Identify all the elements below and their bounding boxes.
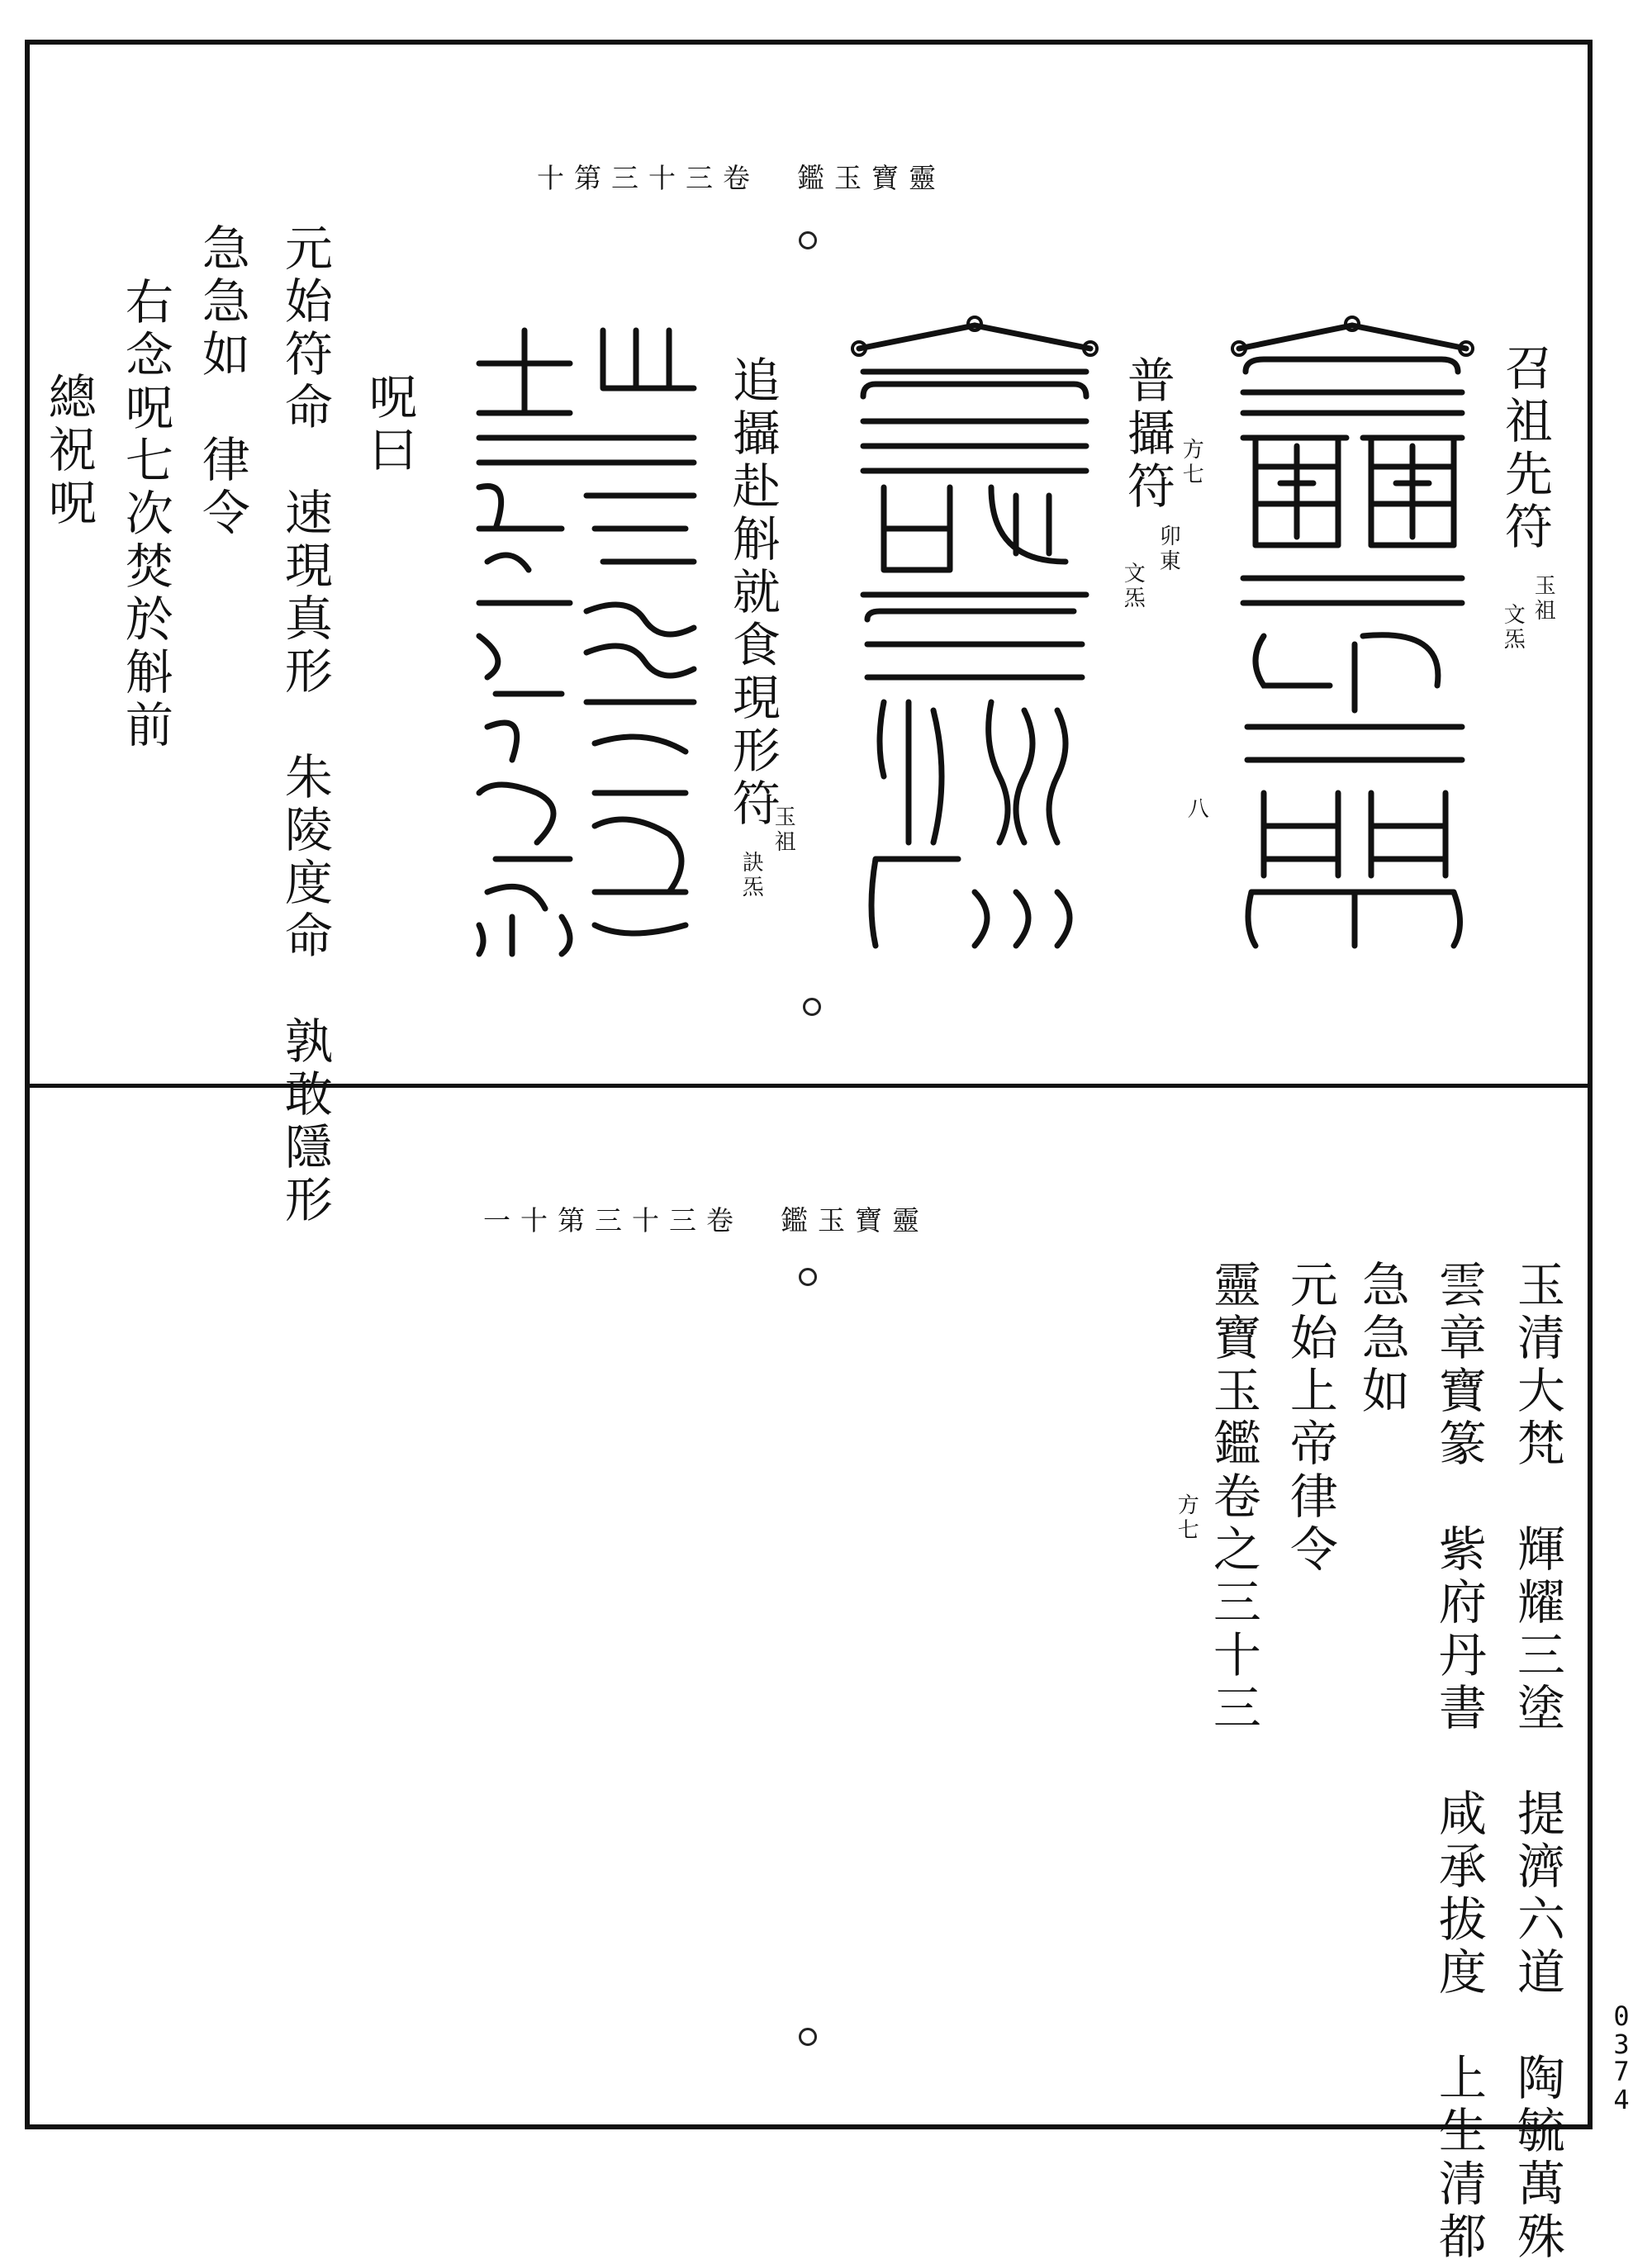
- gatha-line-1: 玉清大梵 輝耀三塗 提濟六道 陶毓萬殊: [1508, 1260, 1565, 2264]
- incantation-heading: 呪曰: [360, 372, 417, 477]
- closing-line-yuanshi: 元始上帝律令: [1281, 1260, 1338, 1577]
- charm-2-note-top: 方七: [1179, 438, 1204, 487]
- volume-end-title: 靈寶玉鑑卷之三十三: [1204, 1260, 1261, 1735]
- page-number-digit: 7: [1613, 2056, 1630, 2088]
- lower-small-note: 方七: [1174, 1493, 1199, 1543]
- charm-3-note-left: 訣炁: [738, 851, 764, 900]
- upper-running-header: 十第三十三卷 鑑玉寶靈: [537, 162, 946, 194]
- lower-running-header: 一十第三十三卷 鑑玉寶靈: [483, 1204, 929, 1236]
- charm-1-seal-script-image: [1231, 314, 1474, 950]
- page-number-digit: 3: [1613, 2028, 1630, 2060]
- lower-binding-hole-bottom: [799, 2028, 817, 2046]
- gatha-line-2: 雲章寶篆 紫府丹書 咸承拔度 上生清都: [1430, 1260, 1487, 2264]
- incantation-line-1: 元始符命 速現真形 朱陵度命 孰敢隱形: [276, 223, 333, 1227]
- charm-3-title: 追攝赴斛就食現形符: [724, 355, 781, 831]
- page-number-digit: 4: [1613, 2083, 1630, 2115]
- page-number-digit: 0: [1613, 2001, 1630, 2032]
- incantation-line-3: 右念呪七次焚於斛前: [116, 277, 173, 752]
- charm-2-seal-script-image: [851, 314, 1099, 950]
- upper-binding-hole-top: [799, 231, 817, 249]
- charm-2-note-right: 卯東: [1156, 524, 1181, 574]
- incantation-line-2: 急急如 律令: [193, 223, 250, 540]
- charm-3-note-right: 玉祖: [771, 805, 796, 855]
- charm-2-note-left: 文炁: [1120, 562, 1146, 611]
- page-divider: [25, 1084, 1593, 1088]
- charm-1-title: 召祖先符: [1496, 343, 1553, 554]
- upper-binding-hole-bottom: [803, 998, 821, 1016]
- incantation-line-4: 總祝呪: [40, 372, 97, 530]
- charm-2-title: 普攝符: [1118, 355, 1175, 514]
- charm-1-note-left: 文炁: [1500, 603, 1526, 653]
- closing-line-jiji: 急急如: [1353, 1260, 1410, 1418]
- upper-small-mark: 八: [1184, 797, 1209, 822]
- page-number: [1605, 2003, 1638, 2114]
- charm-1-note-right: 玉祖: [1531, 574, 1556, 624]
- charm-3-seal-script-image: [463, 314, 710, 958]
- lower-binding-hole-top: [799, 1268, 817, 1286]
